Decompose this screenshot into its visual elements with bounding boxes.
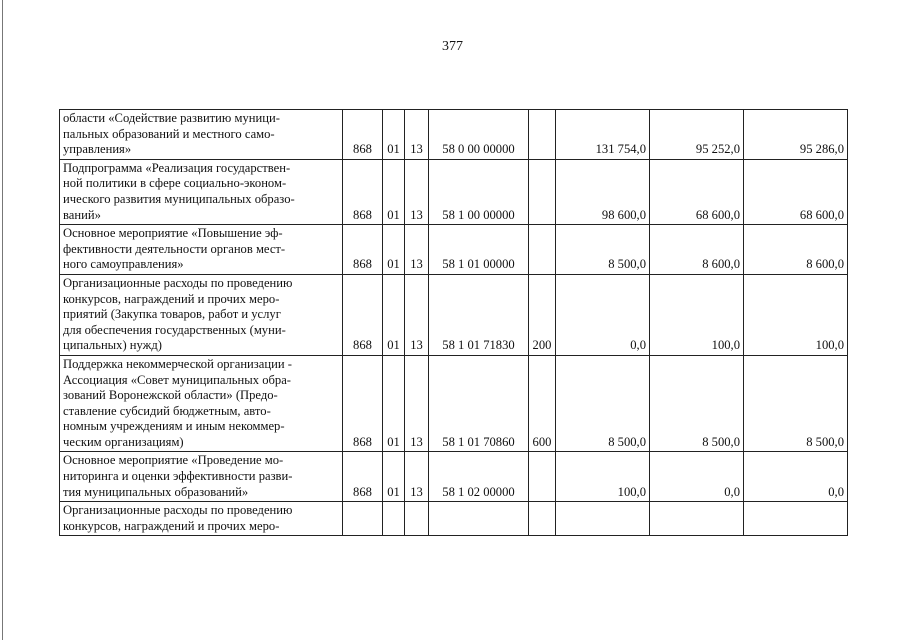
grbs-cell: 868: [343, 159, 383, 224]
expense-type-cell: [529, 110, 556, 160]
amount-year1-cell: 8 500,0: [556, 355, 650, 452]
description-cell: [60, 452, 343, 502]
description-line: Поддержка некоммерческой организации -: [63, 356, 292, 371]
description-cell: [60, 159, 343, 224]
description-line: ниторинга и оценки эффективности разви-: [63, 469, 293, 484]
amount-year3-cell: 68 600,0: [744, 159, 848, 224]
description-line: области «Содействие развитию муници-: [63, 111, 280, 125]
subsection-cell: [405, 502, 429, 536]
amount-year2-cell: 100,0: [650, 274, 744, 355]
description-line: пальных образований и местного само-: [63, 126, 275, 141]
scan-edge-line: [2, 0, 3, 640]
description-line: ципальных) нужд): [63, 338, 162, 353]
section-cell: 01: [383, 225, 405, 275]
table-row: [60, 355, 848, 452]
table-row: [60, 274, 848, 355]
section-cell: 01: [383, 110, 405, 160]
amount-year1-cell: 131 754,0: [556, 110, 650, 160]
subsection-cell: 13: [405, 452, 429, 502]
description-line: номным учреждениям и иным некоммер-: [63, 419, 285, 434]
table-row: [60, 452, 848, 502]
description-line: тия муниципальных образований»: [63, 484, 249, 499]
description-line: Основное мероприятие «Проведение мо-: [63, 453, 284, 468]
section-cell: 01: [383, 274, 405, 355]
description-cell: [60, 225, 343, 275]
expense-type-cell: 200: [529, 274, 556, 355]
description-line: фективности деятельности органов мест-: [63, 241, 286, 256]
description-cell: [60, 355, 343, 452]
amount-year1-cell: 98 600,0: [556, 159, 650, 224]
description-line: ной политики в сфере социально-эконом-: [63, 176, 287, 191]
description-line: ческим организациям): [63, 434, 184, 449]
amount-year2-cell: 8 500,0: [650, 355, 744, 452]
amount-year2-cell: 68 600,0: [650, 159, 744, 224]
grbs-cell: 868: [343, 452, 383, 502]
amount-year2-cell: 95 252,0: [650, 110, 744, 160]
table-row: [60, 159, 848, 224]
description-line: конкурсов, награждений и прочих меро-: [63, 518, 280, 533]
grbs-cell: 868: [343, 274, 383, 355]
grbs-cell: 868: [343, 110, 383, 160]
target-article-cell: 58 1 01 70860: [429, 355, 529, 452]
table-row: [60, 502, 848, 536]
amount-year2-cell: 8 600,0: [650, 225, 744, 275]
description-line: ического развития муниципальных образо-: [63, 191, 295, 206]
grbs-cell: [343, 502, 383, 536]
description-line: Основное мероприятие «Повышение эф-: [63, 226, 283, 241]
description-line: Организационные расходы по проведению: [63, 503, 293, 518]
description-line: Организационные расходы по проведению: [63, 275, 293, 290]
subsection-cell: 13: [405, 274, 429, 355]
amount-year3-cell: 100,0: [744, 274, 848, 355]
page-number: 377: [442, 39, 463, 54]
section-cell: 01: [383, 159, 405, 224]
description-line: Ассоциация «Совет муниципальных обра-: [63, 372, 291, 387]
description-line: приятий (Закупка товаров, работ и услуг: [63, 307, 281, 322]
grbs-cell: 868: [343, 225, 383, 275]
description-line: зований Воронежской области» (Предо-: [63, 388, 278, 403]
amount-year3-cell: [744, 502, 848, 536]
description-line: Подпрограмма «Реализация государствен-: [63, 160, 291, 175]
budget-table-body: [60, 110, 848, 536]
expense-type-cell: [529, 159, 556, 224]
target-article-cell: 58 0 00 00000: [429, 110, 529, 160]
table-row: [60, 110, 848, 160]
grbs-cell: 868: [343, 355, 383, 452]
amount-year3-cell: 0,0: [744, 452, 848, 502]
amount-year1-cell: 0,0: [556, 274, 650, 355]
subsection-cell: 13: [405, 110, 429, 160]
amount-year2-cell: [650, 502, 744, 536]
description-cell: [60, 502, 343, 536]
amount-year1-cell: 100,0: [556, 452, 650, 502]
expense-type-cell: 600: [529, 355, 556, 452]
target-article-cell: 58 1 01 00000: [429, 225, 529, 275]
amount-year3-cell: 8 500,0: [744, 355, 848, 452]
amount-year1-cell: [556, 502, 650, 536]
description-cell: [60, 110, 343, 160]
section-cell: 01: [383, 355, 405, 452]
amount-year2-cell: 0,0: [650, 452, 744, 502]
subsection-cell: 13: [405, 355, 429, 452]
subsection-cell: 13: [405, 225, 429, 275]
subsection-cell: 13: [405, 159, 429, 224]
description-line: ставление субсидий бюджетным, авто-: [63, 403, 271, 418]
amount-year1-cell: 8 500,0: [556, 225, 650, 275]
expense-type-cell: [529, 225, 556, 275]
amount-year3-cell: 8 600,0: [744, 225, 848, 275]
target-article-cell: [429, 502, 529, 536]
table-row: [60, 225, 848, 275]
description-line: конкурсов, награждений и прочих меро-: [63, 291, 280, 306]
expense-type-cell: [529, 452, 556, 502]
expense-type-cell: [529, 502, 556, 536]
target-article-cell: 58 1 02 00000: [429, 452, 529, 502]
target-article-cell: 58 1 00 00000: [429, 159, 529, 224]
description-cell: [60, 274, 343, 355]
section-cell: [383, 502, 405, 536]
section-cell: 01: [383, 452, 405, 502]
budget-table: [59, 109, 848, 536]
target-article-cell: 58 1 01 71830: [429, 274, 529, 355]
description-line: ного самоуправления»: [63, 257, 184, 272]
description-line: ваний»: [63, 207, 101, 222]
description-line: управления»: [63, 142, 132, 157]
amount-year3-cell: 95 286,0: [744, 110, 848, 160]
description-line: для обеспечения государственных (муни-: [63, 322, 286, 337]
